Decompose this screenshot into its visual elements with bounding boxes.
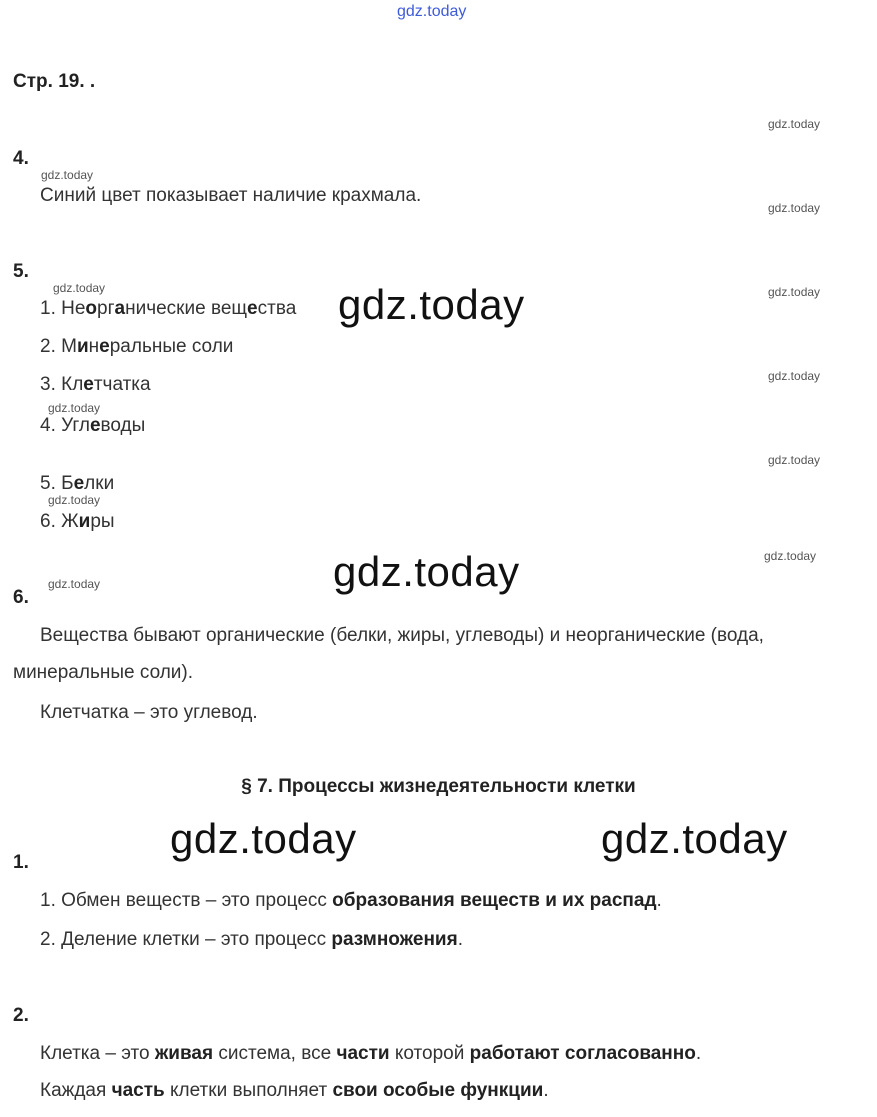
task6-line: минеральные соли). <box>13 662 194 683</box>
task6-line: Клетчатка – это углевод. <box>40 702 258 723</box>
watermark-small: gdz.today <box>53 281 106 295</box>
task-number: 5. <box>13 261 29 282</box>
watermark-large: gdz.today <box>170 815 357 862</box>
watermark-large: gdz.today <box>601 815 788 862</box>
task4-answer: Синий цвет показывает наличие крахмала. <box>40 185 422 206</box>
list-item: 4. Углеводы <box>40 415 146 436</box>
watermark-small: gdz.today <box>768 369 821 383</box>
watermark-small: gdz.today <box>768 453 821 467</box>
list-item: 2. Минеральные соли <box>40 336 234 357</box>
watermark-small: gdz.today <box>768 285 821 299</box>
list-item: 6. Жиры <box>40 511 115 532</box>
watermark-small: gdz.today <box>768 201 821 215</box>
task-number: 6. <box>13 587 29 608</box>
top-watermark: gdz.today <box>397 3 467 20</box>
list-item: 3. Клетчатка <box>40 374 151 395</box>
list-item: 1. Обмен веществ – это процесс образования веществ и их распад. <box>40 890 662 911</box>
watermark-small: gdz.today <box>764 549 817 563</box>
watermark-small: gdz.today <box>48 493 101 507</box>
watermark-small: gdz.today <box>48 577 101 591</box>
watermark-small: gdz.today <box>768 117 821 131</box>
list-item: 1. Неорганические вещества <box>40 298 297 319</box>
section-heading: § 7. Процессы жизнедеятельности клетки <box>241 776 636 797</box>
task6-line: Вещества бывают органические (белки, жиры, углеводы) и неорганические (вода, <box>40 625 764 646</box>
list-item: 5. Белки <box>40 473 115 494</box>
list-item: 2. Деление клетки – это процесс размножения. <box>40 929 463 950</box>
watermark-large: gdz.today <box>333 548 520 595</box>
task-number: 4. <box>13 148 29 169</box>
task2-line: Клетка – это живая система, все части которой работают согласованно. <box>40 1043 702 1064</box>
task-number: 1. <box>13 852 29 873</box>
page-reference: Стр. 19. . <box>13 71 96 92</box>
task2-line: Каждая часть клетки выполняет свои особые функции. <box>40 1080 549 1101</box>
watermark-small: gdz.today <box>48 401 101 415</box>
task-number: 2. <box>13 1005 29 1026</box>
watermark-small: gdz.today <box>41 168 94 182</box>
watermark-large: gdz.today <box>338 281 525 328</box>
